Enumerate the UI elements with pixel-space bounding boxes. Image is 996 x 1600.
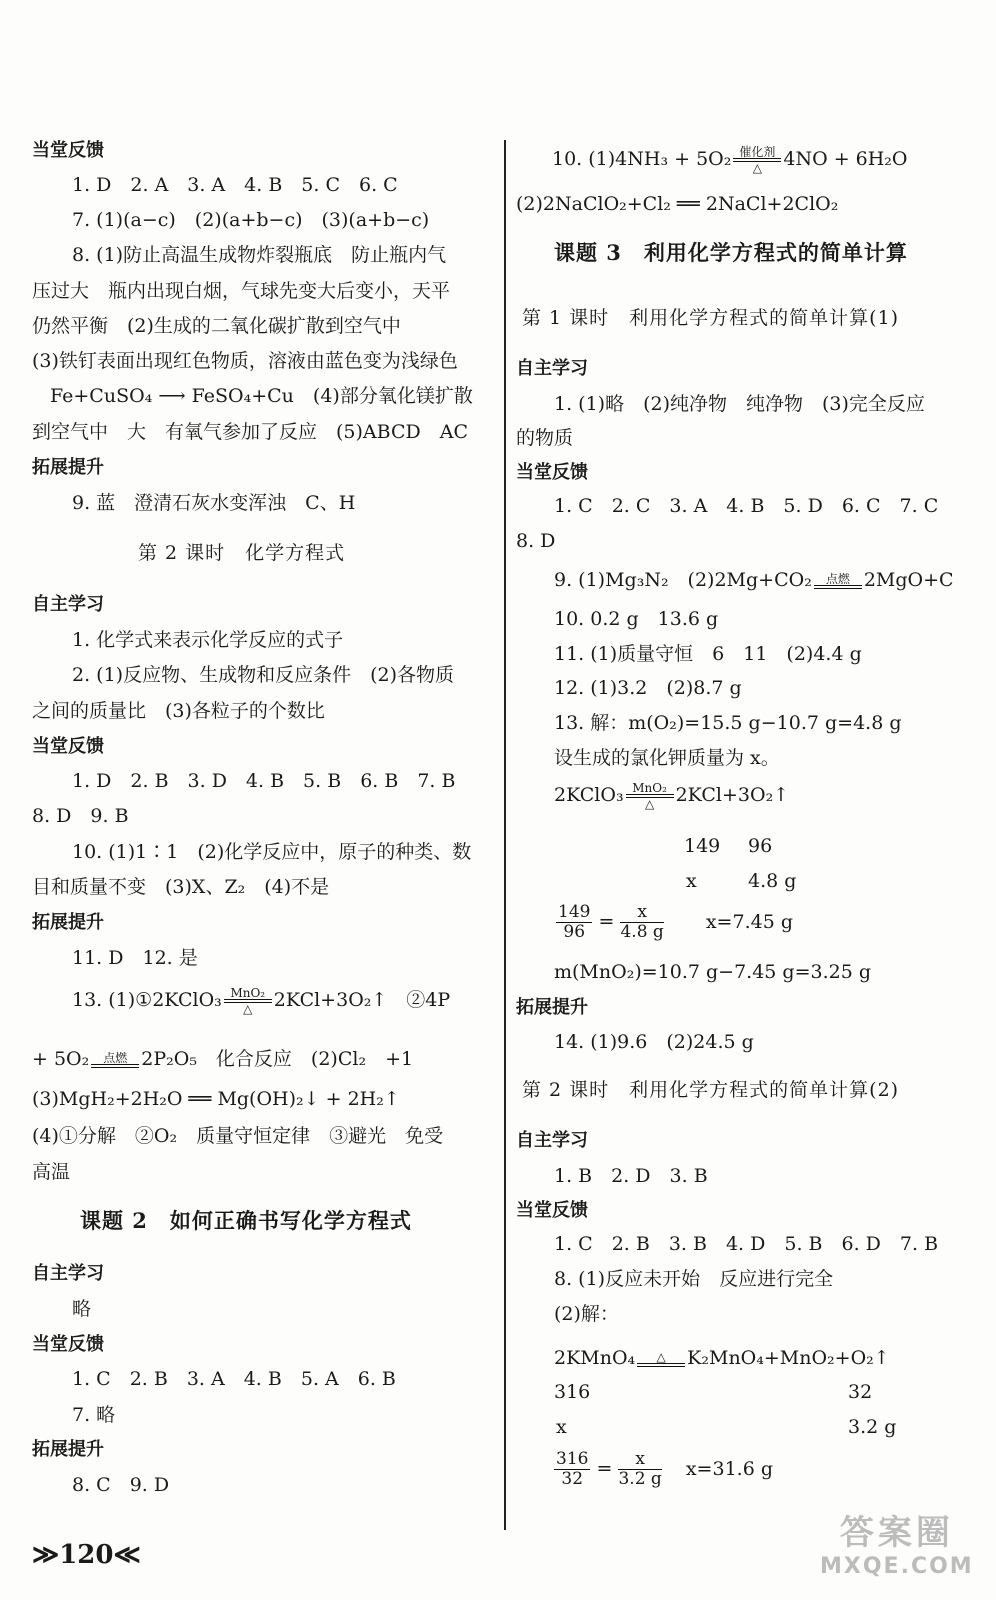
equation-products: 4NO + 6H₂O [783,148,908,170]
equation-reactants: 13. (1)①2KClO₃ [72,989,222,1011]
answer-line: (4)①分解 ②O₂ 质量守恒定律 ③避光 免受 [32,1125,444,1147]
equation-products: K₂MnO₄+MnO₂+O₂↑ [687,1347,890,1369]
topic-title: 课题 3 利用化学方程式的简单计算 [554,240,908,265]
equals-sign: = [596,1457,613,1480]
page-number-text: 120 [59,1540,114,1570]
mass-value: 96 [748,835,773,857]
heat-symbol: △ [752,161,762,175]
section-heading: 拓展提升 [32,912,104,933]
equation-reactants: 10. (1)4NH₃ + 5O₂ [552,148,732,170]
section-heading: 当堂反馈 [516,462,588,483]
numerator: x [618,1450,661,1470]
equation-products: 2KCl+3O₂↑ [675,784,790,806]
watermark [820,1505,974,1579]
section-heading: 当堂反馈 [32,140,104,161]
condition-label: 点燃 [103,1051,128,1065]
answer-line: 7. (1)(a−c) (2)(a+b−c) (3)(a+b−c) [72,209,430,231]
heat-symbol: △ [644,797,655,811]
answer-line: 压过大 瓶内出现白烟，气球先变大后变小，天平 [32,280,451,302]
catalyst-label: MnO₂ [230,986,266,1000]
heat-symbol: △ [656,1350,666,1364]
fraction [620,903,663,942]
answer-line: 9. 蓝 澄清石灰水变浑浊 C、H [72,492,356,514]
answer-line: 设生成的氯化钾质量为 x。 [554,747,780,769]
equation-products: 2KCl+3O₂↑ ②4P [273,989,451,1011]
answer-line: 1. 化学式来表示化学反应的式子 [72,629,344,651]
lesson-title: 第 2 课时 利用化学方程式的简单计算(2) [522,1079,900,1101]
section-heading: 当堂反馈 [32,1334,104,1355]
page-number [32,1540,141,1570]
mass-value: 149 [684,835,721,857]
result: x=7.45 g [705,910,793,933]
answer-line: 12. (1)3.2 (2)8.7 g [554,677,742,699]
answer-line: 1. C 2. B 3. A 4. B 5. A 6. B [72,1368,396,1390]
page-ornament-right-icon: ≪ [113,1540,141,1570]
condition-label: 点燃 [825,572,850,586]
reaction-arrow [637,1351,685,1367]
reaction-arrow [91,1052,139,1068]
mass-value: 316 [554,1381,591,1403]
mass-value: 3.2 g [848,1416,897,1438]
answer-line: 的物质 [516,427,574,449]
answer-line: 11. D 12. 是 [72,947,198,969]
section-heading: 自主学习 [32,594,104,615]
answer-line: 略 [72,1298,92,1320]
page-ornament-left-icon: ≫ [32,1540,60,1570]
answer-line: 8. C 9. D [72,1474,170,1496]
section-heading: 当堂反馈 [32,736,104,757]
topic-title: 课题 2 如何正确书写化学方程式 [80,1208,412,1233]
answer-line: (3)MgH₂+2H₂O ══ Mg(OH)₂↓ + 2H₂↑ [32,1088,400,1110]
section-heading: 拓展提升 [32,1439,104,1460]
answer-line: 目和质量不变 (3)X、Z₂ (4)不是 [32,876,330,898]
lesson-title: 第 1 课时 利用化学方程式的简单计算(1) [522,307,900,329]
answer-line: (3)铁钉表面出现红色物质，溶液由蓝色变为浅绿色 [32,350,458,372]
answer-line: 1. C 2. B 3. B 4. D 5. B 6. D 7. B [554,1233,939,1255]
answer-line: 7. 略 [72,1404,116,1426]
reaction-arrow [733,146,781,174]
equation-reactants: + 5O₂ [32,1048,90,1070]
answer-line: 高温 [32,1161,71,1183]
column-divider [504,140,506,1530]
answer-line: 13. 解：m(O₂)=15.5 g−10.7 g=4.8 g [554,712,902,734]
answer-line: 14. (1)9.6 (2)24.5 g [554,1031,754,1053]
equation-reactants: 2KMnO₄ [554,1347,636,1369]
equation-products: 2P₂O₅ 化合反应 (2)Cl₂ +1 [141,1048,414,1070]
heat-symbol: △ [243,1002,253,1016]
equation-reactants: 9. (1)Mg₃N₂ (2)2Mg+CO₂ [554,569,812,591]
section-heading: 自主学习 [516,358,588,379]
denominator: 96 [563,922,586,942]
answer-line: 1. (1)略 (2)纯净物 纯净物 (3)完全反应 [554,393,925,415]
reaction-arrow [224,987,272,1015]
answer-line: 8. (1)反应未开始 反应进行完全 [554,1268,834,1290]
equals-sign: = [598,910,615,933]
section-heading: 自主学习 [32,1263,104,1284]
mass-value: 4.8 g [748,870,797,892]
fraction [554,1450,590,1489]
numerator: 316 [556,1449,589,1469]
answer-line: 之间的质量比 (3)各粒子的个数比 [32,700,325,722]
section-heading: 自主学习 [516,1130,588,1151]
answer-line: (2)解： [554,1303,619,1325]
denominator: 3.2 g [618,1469,662,1489]
numerator: 149 [558,902,591,922]
answer-line: m(MnO₂)=10.7 g−7.45 g=3.25 g [554,961,872,983]
answer-line: 8. D 9. B [32,805,129,827]
catalyst-label: 催化剂 [739,145,776,159]
fraction [556,903,592,942]
proportion-line [554,1450,773,1496]
mass-value: x [556,1416,567,1438]
equation-line [554,1346,890,1370]
section-heading: 拓展提升 [32,457,104,478]
answer-line: 1. B 2. D 3. B [554,1165,708,1187]
equation-line [554,782,789,810]
answer-line: 2. (1)反应物、生成物和反应条件 (2)各物质 [72,664,454,686]
proportion-line [556,903,793,949]
answer-line: 1. C 2. C 3. A 4. B 5. D 6. C 7. C [554,495,939,517]
section-heading: 当堂反馈 [516,1200,588,1221]
reaction-arrow [626,782,674,810]
answer-line: 10. (1)1∶1 (2)化学反应中，原子的种类、数 [72,841,472,863]
section-heading: 拓展提升 [516,997,588,1018]
reaction-arrow [814,573,862,589]
answer-line: 仍然平衡 (2)生成的二氧化碳扩散到空气中 [32,315,401,337]
answer-line: 1. D 2. A 3. A 4. B 5. C 6. C [72,174,398,196]
answer-line: 1. D 2. B 3. D 4. B 5. B 6. B 7. B [72,770,456,792]
answer-line: 8. D [516,530,556,552]
answer-line: 到空气中 大 有氧气参加了反应 (5)ABCD AC [32,421,468,443]
lesson-title: 第 2 课时 化学方程式 [138,542,346,564]
answer-line: 11. (1)质量守恒 6 11 (2)4.4 g [554,643,862,665]
denominator: 4.8 g [620,922,664,942]
watermark-cn: 答案圈 [839,1513,954,1553]
answer-line: 8. (1)防止高温生成物炸裂瓶底 防止瓶内气 [72,244,447,266]
fraction [618,1450,661,1489]
mass-value: x [686,870,697,892]
equation-line [552,146,908,174]
watermark-en: MXQE.COM [820,1554,974,1579]
equation-line [72,987,450,1015]
numerator: x [620,903,663,923]
catalyst-label: MnO₂ [632,781,667,795]
equation-line [554,568,954,592]
answer-line: Fe+CuSO₄ ⟶ FeSO₄+Cu (4)部分氧化镁扩散 [50,385,473,407]
denominator: 32 [561,1469,584,1489]
equation-products: 2MgO+C [863,569,954,591]
mass-value: 32 [848,1381,873,1403]
answer-line: 10. 0.2 g 13.6 g [554,608,719,630]
answer-line: (2)2NaClO₂+Cl₂ ══ 2NaCl+2ClO₂ [516,193,839,215]
equation-reactants: 2KClO₃ [554,784,624,806]
result: x=31.6 g [685,1457,773,1480]
equation-line [32,1047,413,1071]
